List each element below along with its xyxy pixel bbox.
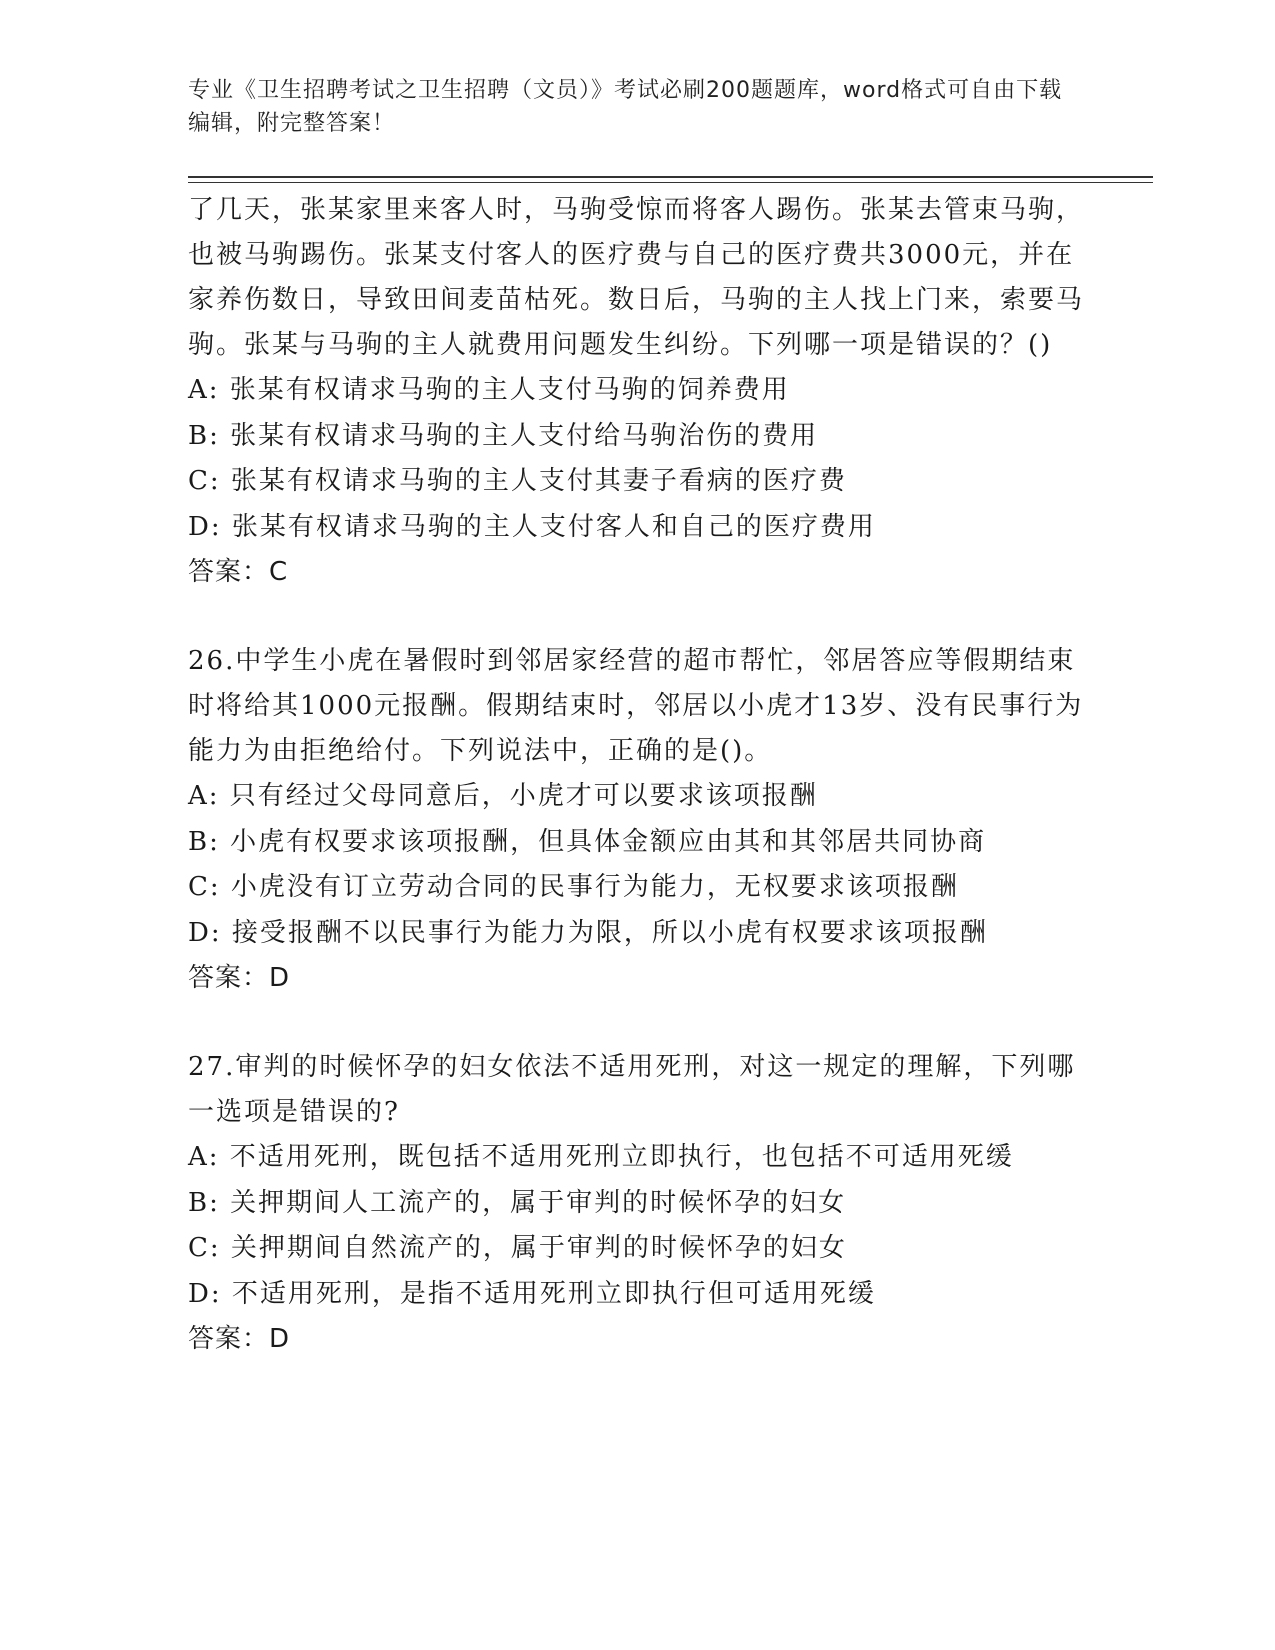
- option-a: A: 不适用死刑，既包括不适用死刑立即执行，也包括不可适用死缓: [188, 1142, 1014, 1172]
- header-divider-thick: [188, 176, 1153, 178]
- option-c: C: 小虎没有订立劳动合同的民事行为能力，无权要求该项报酬: [188, 872, 959, 902]
- option-d: D: 接受报酬不以民事行为能力为限，所以小虎有权要求该项报酬: [188, 917, 988, 948]
- option-a: A: 只有经过父母同意后，小虎才可以要求该项报酬: [188, 781, 818, 811]
- answer-line: 答案：D: [188, 963, 291, 993]
- question-list: [188, 188, 1088, 1362]
- option-c: C: 关押期间自然流产的，属于审判的时候怀孕的妇女: [188, 1233, 847, 1263]
- spacer: [188, 595, 1088, 639]
- option-b: B: 张某有权请求马驹的主人支付给马驹治伤的费用: [188, 420, 819, 451]
- option-d: D: 张某有权请求马驹的主人支付客人和自己的医疗费用: [188, 511, 876, 542]
- answer-line: 答案：D: [188, 1324, 291, 1354]
- option-d: D: 不适用死刑，是指不适用死刑立即执行但可适用死缓: [188, 1278, 876, 1309]
- question-25: [188, 188, 1088, 595]
- option-c: C: 张某有权请求马驹的主人支付其妻子看病的医疗费: [188, 466, 847, 496]
- option-b: B: 小虎有权要求该项报酬，但具体金额应由其和其邻居共同协商: [188, 826, 987, 857]
- option-a: A: 张某有权请求马驹的主人支付马驹的饲养费用: [188, 375, 790, 405]
- answer-line: 答案：C: [188, 557, 289, 587]
- question-stem: 了几天，张某家里来客人时，马驹受惊而将客人踢伤。张某去管束马驹，也被马驹踢伤。张某支付客人的医疗费与自己的医疗费共3000元，并在家养伤数日，导致田间麦苗枯死。数日后，马驹的主人找上门来，索要马驹。张某与马驹的主人就费用问题发生纠纷。下列哪一项是错误的？(): [188, 195, 1085, 360]
- header-divider-thin: [188, 182, 1153, 183]
- option-b: B: 关押期间人工流产的，属于审判的时候怀孕的妇女: [188, 1187, 847, 1218]
- spacer: [188, 1001, 1088, 1045]
- question-stem: 26.中学生小虎在暑假时到邻居家经营的超市帮忙，邻居答应等假期结束时将给其1000元报酬。假期结束时，邻居以小虎才13岁、没有民事行为能力为由拒绝给付。下列说法中，正确的是()。: [188, 646, 1084, 766]
- question-27: [188, 1045, 1088, 1362]
- question-stem: 27.审判的时候怀孕的妇女依法不适用死刑，对这一规定的理解，下列哪一选项是错误的?: [188, 1052, 1076, 1127]
- question-26: [188, 639, 1088, 1001]
- header-title: 专业《卫生招聘考试之卫生招聘（文员）》考试必刷200题题库，word格式可自由下载编辑，附完整答案！: [188, 78, 1063, 136]
- document-header: [188, 74, 1068, 140]
